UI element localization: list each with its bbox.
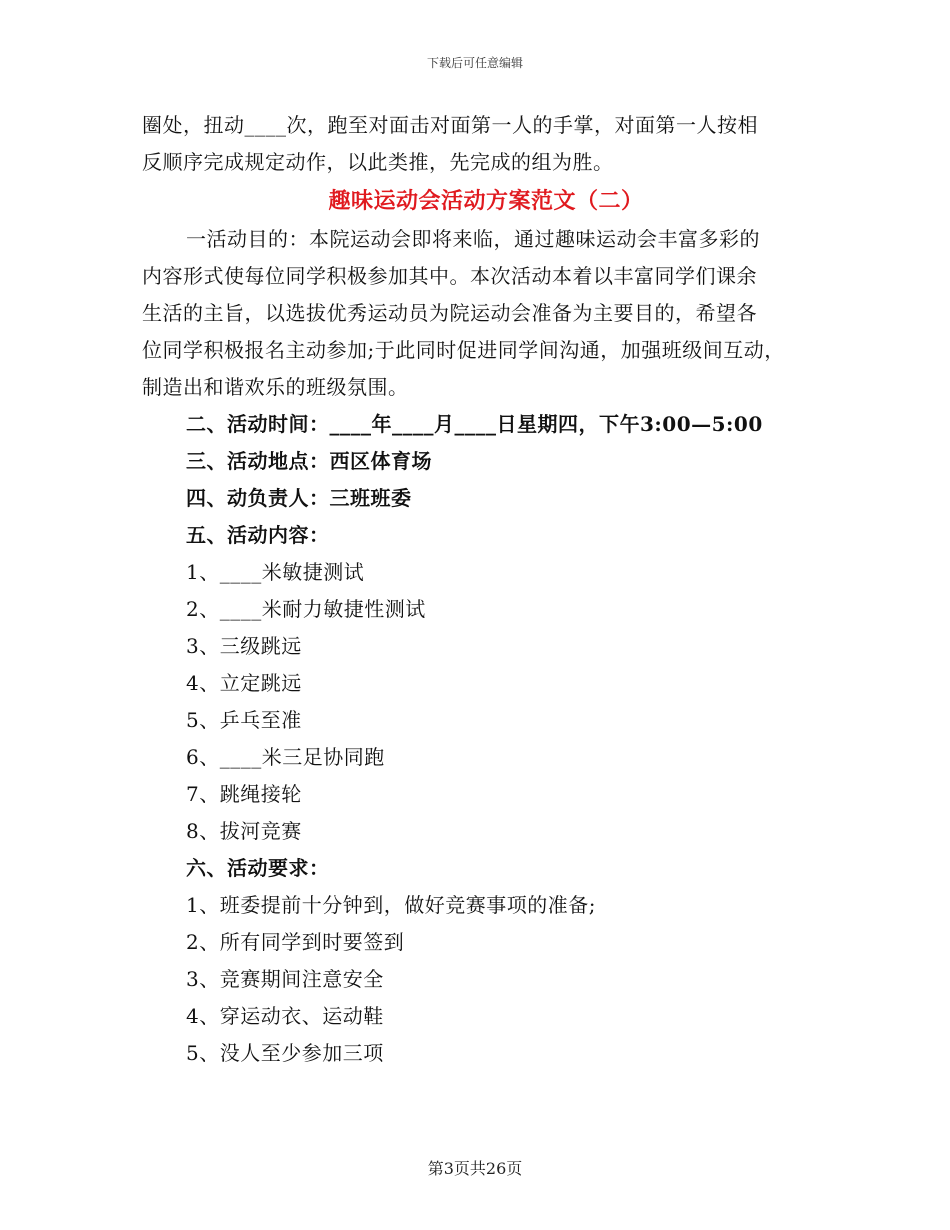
purpose-line-4: 位同学积极报名主动参加;于此同时促进同学间沟通，加强班级间互动， bbox=[142, 338, 785, 362]
requirement-item: 5、没人至少参加三项 bbox=[186, 1041, 384, 1065]
requirement-item: 3、竞赛期间注意安全 bbox=[186, 967, 384, 991]
content-item: 8、拔河竞赛 bbox=[186, 819, 302, 843]
place-line: 三、活动地点：西区体育场 bbox=[186, 449, 432, 473]
document-body bbox=[142, 107, 822, 1072]
page-footer: 第3页共26页 bbox=[427, 1159, 523, 1178]
time-line: 二、活动时间：____年____月____日星期四，下午3:00—5:00 bbox=[186, 412, 763, 436]
requirement-item: 2、所有同学到时要签到 bbox=[186, 930, 405, 954]
requirement-item: 1、班委提前十分钟到，做好竞赛事项的准备; bbox=[186, 893, 596, 917]
intro-line-2: 反顺序完成规定动作，以此类推，先完成的组为胜。 bbox=[142, 150, 614, 174]
content-item: 5、乒乓至准 bbox=[186, 708, 302, 732]
section-title: 趣味运动会活动方案范文（二） bbox=[328, 188, 644, 214]
content-item: 3、三级跳远 bbox=[186, 634, 302, 658]
requirement-item: 4、穿运动衣、运动鞋 bbox=[186, 1004, 384, 1028]
content-item: 2、____米耐力敏捷性测试 bbox=[186, 597, 426, 621]
intro-line-1: 圈处，扭动____次，跑至对面击对面第一人的手掌，对面第一人按相 bbox=[142, 113, 758, 137]
content-heading: 五、活动内容： bbox=[186, 523, 330, 547]
page-header-note: 下载后可任意编辑 bbox=[426, 56, 523, 70]
leader-line: 四、动负责人：三班班委 bbox=[186, 486, 412, 510]
content-item: 4、立定跳远 bbox=[186, 671, 302, 695]
requirements-heading: 六、活动要求： bbox=[186, 856, 330, 880]
purpose-line-2: 内容形式使每位同学积极参加其中。本次活动本着以丰富同学们课余 bbox=[142, 264, 757, 288]
purpose-line-5: 制造出和谐欢乐的班级氛围。 bbox=[142, 375, 409, 399]
purpose-line-3: 生活的主旨，以选拔优秀运动员为院运动会准备为主要目的，希望各 bbox=[142, 301, 757, 325]
content-item: 1、____米敏捷测试 bbox=[186, 560, 365, 584]
content-item: 6、____米三足协同跑 bbox=[186, 745, 385, 769]
purpose-line-1: 一活动目的：本院运动会即将来临，通过趣味运动会丰富多彩的 bbox=[186, 227, 760, 251]
content-item: 7、跳绳接轮 bbox=[186, 782, 302, 806]
